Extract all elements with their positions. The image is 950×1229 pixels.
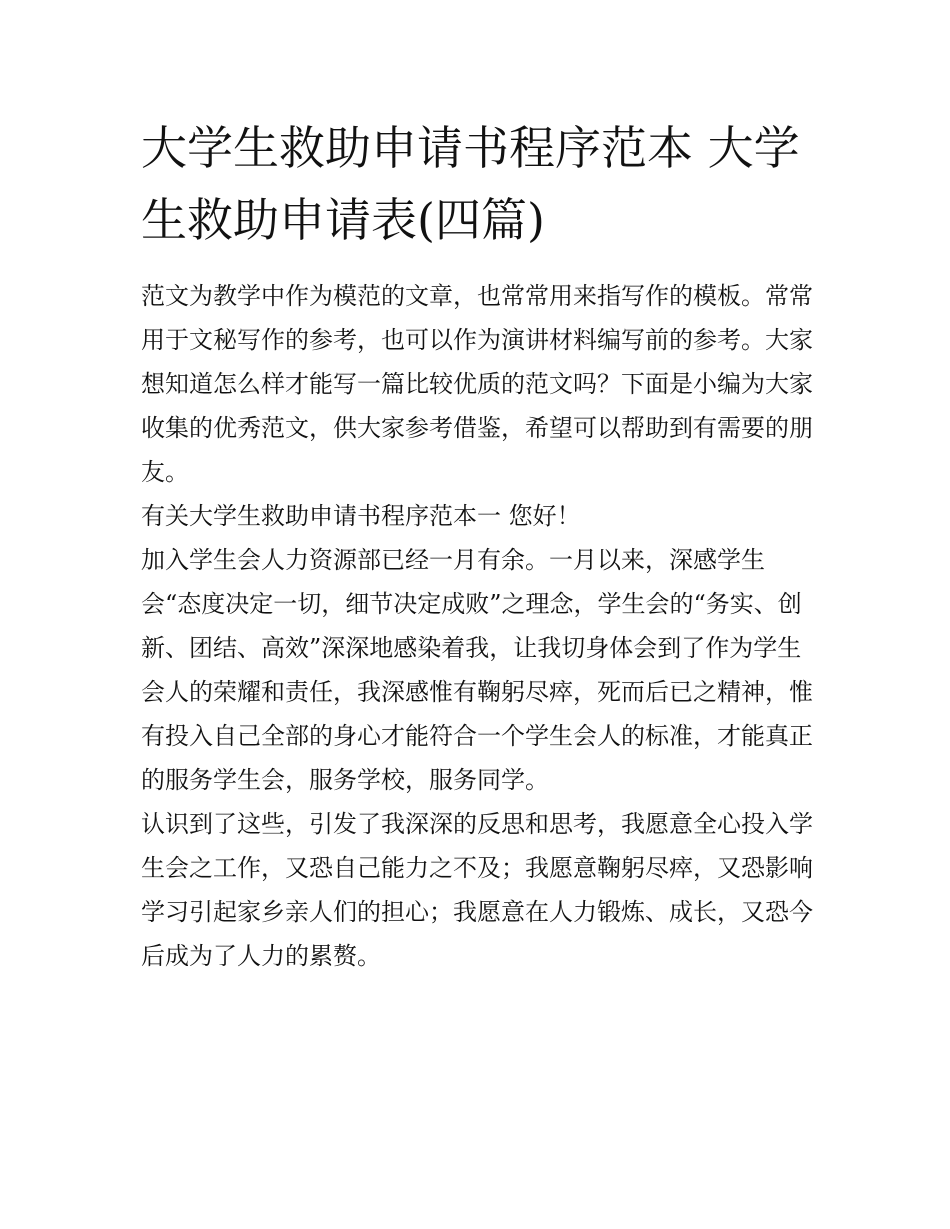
paragraph-body-2: 认识到了这些，引发了我深深的反思和思考，我愿意全心投入学生会之工作，又恐自己能力之不及；我愿意鞠躬尽瘁，又恐影响学习引起家乡亲人们的担心；我愿意在人力锻炼、成长，又恐今后成为了人力的累赘。	[141, 810, 813, 970]
paragraph-intro: 范文为教学中作为模范的文章，也常常用来指写作的模板。常常用于文秘写作的参考，也可以作为演讲材料编写前的参考。大家想知道怎么样才能写一篇比较优质的范文吗？下面是小编为大家收集的优秀范文，供大家参考借鉴，希望可以帮助到有需要的朋友。	[141, 282, 813, 486]
document-body	[141, 112, 813, 978]
paragraph-heading: 有关大学生救助申请书程序范本一 您好！	[141, 502, 581, 530]
paragraph-body-1: 加入学生会人力资源部已经一月有余。一月以来，深感学生会“态度决定一切，细节决定成败”之理念，学生会的“务实、创新、团结、高效”深深地感染着我，让我切身体会到了作为学生会人的荣耀和责任，我深感惟有鞠躬尽瘁，死而后已之精神，惟有投入自己全部的身心才能符合一个学生会人的标准，才能真正的服务学生会，服务学校，服务同学。	[141, 546, 813, 794]
document-title: 大学生救助申请书程序范本 大学生救助申请表(四篇)	[141, 121, 800, 247]
